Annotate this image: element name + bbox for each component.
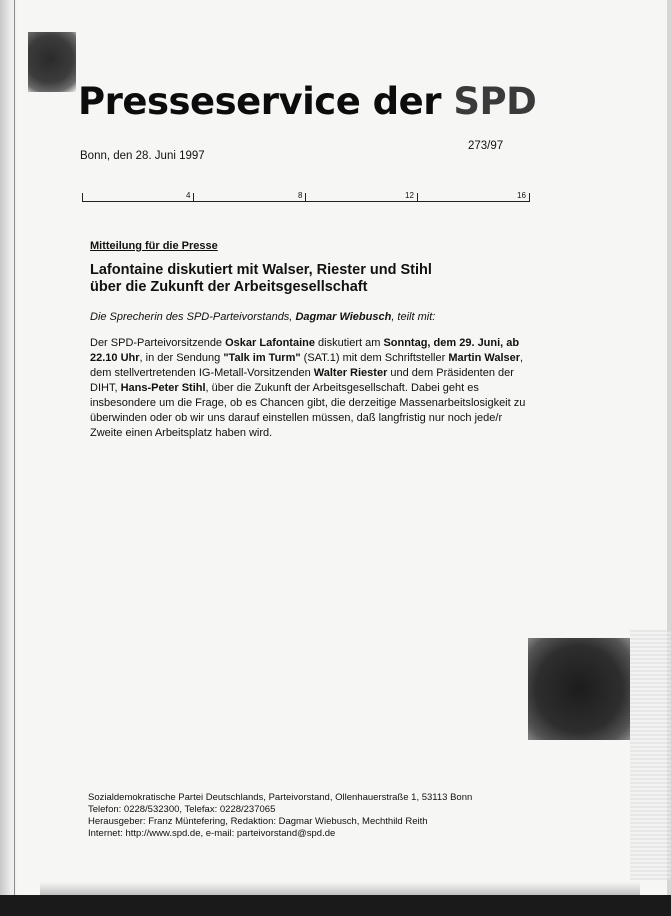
speaker-prefix: Die Sprecherin des SPD-Parteivorstands, — [90, 311, 296, 323]
headline-line-2: über die Zukunft der Arbeitsgesellschaft — [90, 279, 368, 295]
body-bold-stihl: Hans-Peter Stihl — [120, 382, 206, 394]
body-bold-show: "Talk im Turm" — [223, 352, 301, 364]
ruler-tick-4 — [193, 193, 194, 202]
speaker-line — [90, 311, 435, 323]
scan-left-edge-shadow — [0, 0, 18, 916]
speaker-name: Dagmar Wiebusch — [295, 311, 392, 323]
footer-line-2: Telefon: 0228/532300, Telefax: 0228/237065 — [88, 804, 276, 815]
speaker-suffix: , teilt mit: — [391, 311, 436, 323]
scan-artifact-right — [528, 638, 630, 740]
masthead-party: SPD — [453, 80, 537, 123]
scan-left-edge-line — [14, 0, 15, 916]
body-text-1: Der SPD-Parteivorsitzende — [90, 337, 226, 349]
body-bold-riester: Walter Riester — [313, 367, 388, 379]
footer-line-4: Internet: http://www.spd.de, e-mail: parteivorstand@spd.de — [88, 828, 336, 839]
body-text-3: , in der Sendung — [139, 352, 224, 364]
scan-artifact-top-left — [28, 32, 76, 92]
body-bold-date: Sonntag, dem 29. Juni, ab 22.10 Uhr — [90, 337, 520, 364]
body-bold-walser: Martin Walser — [448, 352, 521, 364]
headline — [90, 262, 450, 296]
scan-bottom-fade — [40, 882, 640, 896]
body-text-5: , dem stellvertretenden IG-Metall-Vorsitzenden — [90, 352, 524, 379]
ruler-tick-16 — [529, 193, 530, 202]
section-label: Mitteilung für die Presse — [90, 240, 218, 252]
date-line: Bonn, den 28. Juni 1997 — [80, 150, 205, 162]
ruler-tick-start — [82, 193, 83, 202]
body-text-7: , über die Zukunft der Arbeitsgesellschaft. Dabei geht es insbesondere um die Frage, ob es Chancen gibt, die derzeitige Massenarbeitslosigkeit zu überwinden oder ob wir uns darauf einstellen müssen, daß langfristig nur noch jede/r Zweite einen Arbeitsplatz haben wird. — [90, 382, 526, 439]
footer-address-block — [88, 792, 518, 840]
ruler — [82, 190, 530, 206]
body-text-4: (SAT.1) mit dem Schriftsteller — [300, 352, 449, 364]
body-text-6: und dem Präsidenten der DIHT, — [90, 367, 514, 394]
ruler-label-16: 16 — [517, 191, 526, 200]
headline-line-1: Lafontaine diskutiert mit Walser, Riester und Stihl — [90, 262, 432, 278]
ruler-baseline — [82, 201, 530, 202]
ruler-label-12: 12 — [405, 191, 414, 200]
scan-bottom-band — [0, 895, 671, 916]
ruler-tick-12 — [417, 193, 418, 202]
scan-speckle-right — [630, 630, 671, 880]
masthead-prefix: Presseservice der — [78, 80, 454, 123]
document-number: 273/97 — [468, 140, 504, 152]
body-bold-lafontaine: Oskar Lafontaine — [225, 337, 315, 349]
body-paragraph — [90, 336, 535, 441]
ruler-tick-8 — [305, 193, 306, 202]
ruler-label-4: 4 — [186, 191, 191, 200]
footer-line-3: Herausgeber: Franz Müntefering, Redaktion: Dagmar Wiebusch, Mechthild Reith — [88, 816, 428, 827]
ruler-label-8: 8 — [298, 191, 303, 200]
footer-line-1: Sozialdemokratische Partei Deutschlands, Parteivorstand, Ollenhauerstraße 1, 53113 Bonn — [88, 792, 473, 803]
masthead-title — [78, 80, 536, 123]
body-text-2: diskutiert am — [314, 337, 384, 349]
